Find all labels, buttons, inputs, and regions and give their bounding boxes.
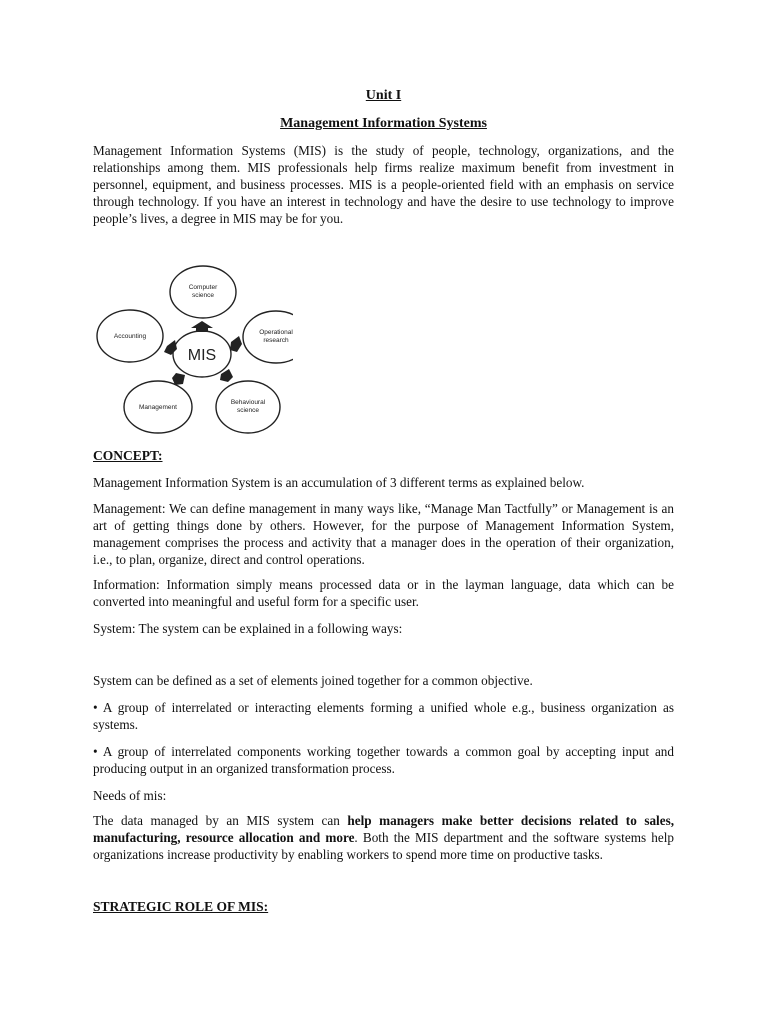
system-bullet-2: • A group of interrelated components working together towards a common goal by accepting input and producing output in an organized transformation process. xyxy=(93,744,674,776)
unit-heading: Unit I xyxy=(365,88,402,103)
operational-label-2: research xyxy=(263,337,289,344)
arrow-computer xyxy=(191,321,213,332)
behavioural-label-1: Behavioural xyxy=(230,399,266,406)
needs-text-bold: help managers make better decisions related to sales, manufacturing, resource allocation and more xyxy=(93,813,674,845)
system-definition: System can be defined as a set of elements joined together for a common objective. xyxy=(93,673,533,688)
needs-paragraph xyxy=(93,812,674,863)
needs-text-after: . Both the MIS department and the software systems help organizations increase productivity by enabling workers to spend more time on productive tasks. xyxy=(93,830,674,862)
strategic-heading: STRATEGIC ROLE OF MIS: xyxy=(93,899,269,914)
arrow-accounting xyxy=(164,340,177,355)
management-paragraph: Management: We can define management in many ways like, “Manage Man Tactfully” or Management is an art of getting things done by others. However, for the purpose of Management Information System, management comprises the process and activity that a manager does in the operation of their organization, i.e., to plan, organize, direct and control operations. xyxy=(93,501,674,567)
needs-label: Needs of mis: xyxy=(93,788,167,803)
behavioural-label-2: science xyxy=(236,407,260,414)
mis-diagram xyxy=(93,262,293,438)
concept-lead: Management Information System is an accumulation of 3 different terms as explained below. xyxy=(93,475,585,490)
document-title: Management Information Systems xyxy=(280,116,487,131)
accounting-label: Accounting xyxy=(113,333,147,340)
system-paragraph: System: The system can be explained in a following ways: xyxy=(93,621,403,636)
information-paragraph: Information: Information simply means processed data or in the layman language, data which can be converted into meaningful and useful form for a specific user. xyxy=(93,577,674,609)
needs-text-before: The data managed by an MIS system can xyxy=(93,813,348,828)
operational-label-1: Operational xyxy=(259,329,293,336)
arrow-operational xyxy=(230,336,242,352)
mis-center-label: MIS xyxy=(187,347,217,364)
concept-heading: CONCEPT: xyxy=(93,448,163,463)
computer-label-2: science xyxy=(191,292,215,299)
intro-paragraph: Management Information Systems (MIS) is the study of people, technology, organizations, and the relationships among them. MIS professionals help firms realize maximum benefit from investment in personnel, equipment, and business processes. MIS is a people-oriented field with an emphasis on service through technology. If you have an interest in technology and have the desire to use technology to improve people’s lives, a degree in MIS may be for you. xyxy=(93,143,674,226)
management-label: Management xyxy=(139,404,177,411)
computer-label-1: Computer xyxy=(188,284,218,291)
arrow-management xyxy=(172,373,185,385)
system-bullet-1: • A group of interrelated or interacting elements forming a unified whole e.g., business organization as systems. xyxy=(93,700,674,732)
